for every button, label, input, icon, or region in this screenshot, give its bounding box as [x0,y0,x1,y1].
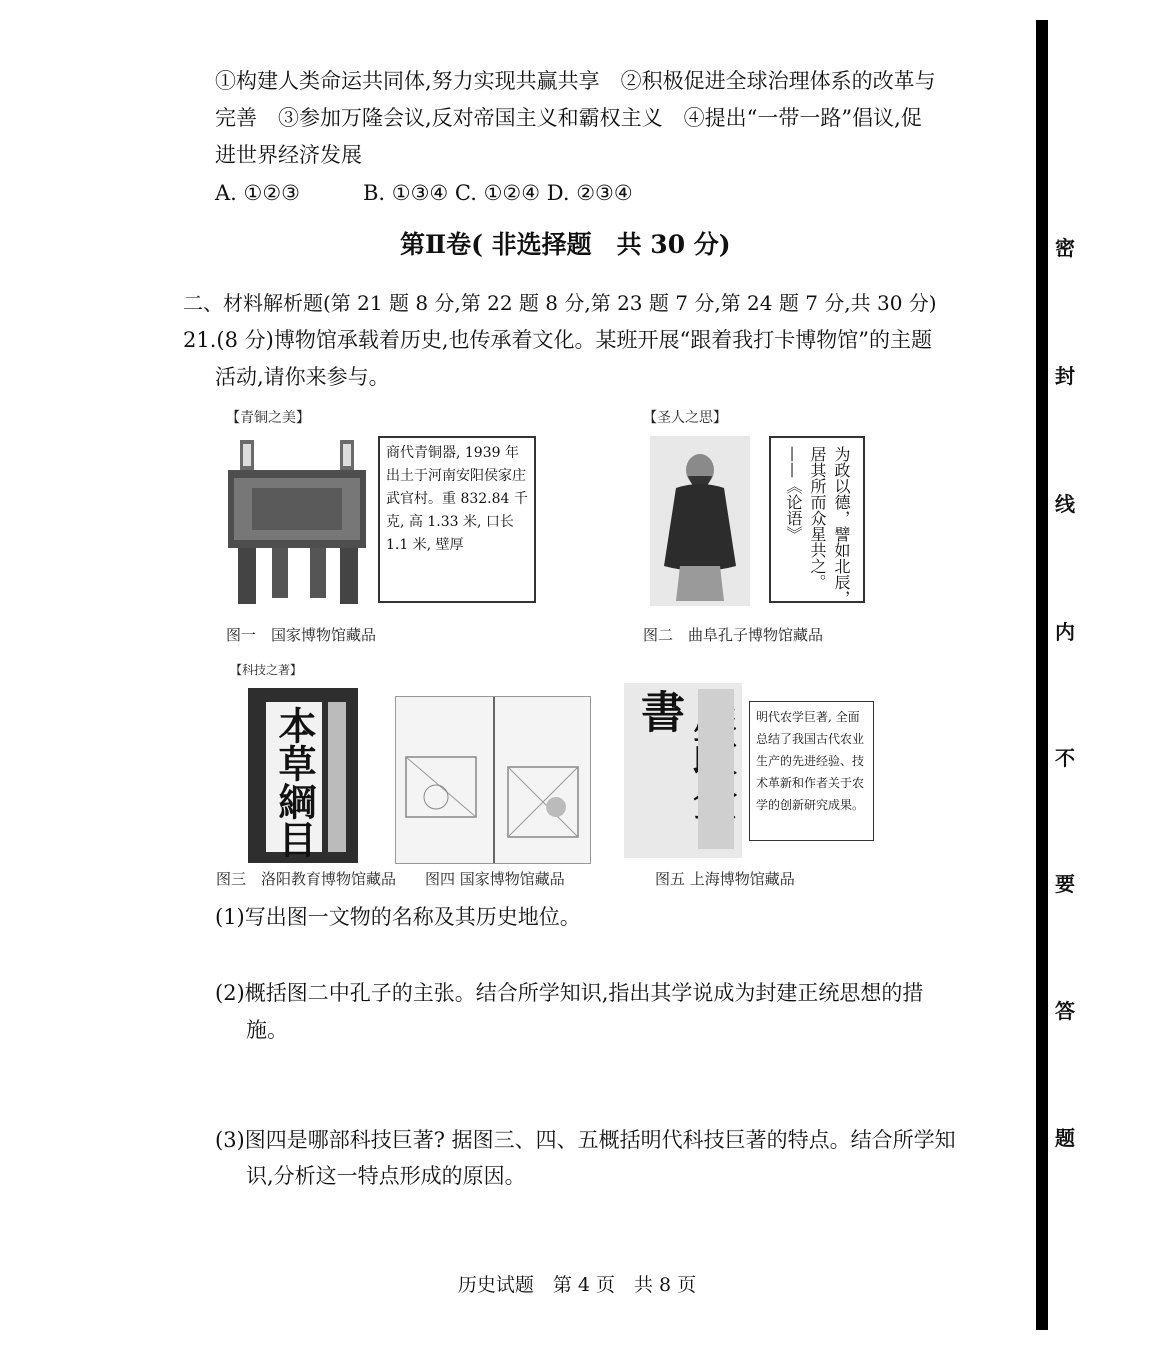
sub-question-1: (1)写出图一文物的名称及其历史地位。 [215,905,581,929]
fig3-caption: 图三 洛阳教育博物馆藏品 [216,870,397,888]
q21-stem-line1: 21.(8 分)博物馆承载着历史,也传承着文化。某班开展“跟着我打卡博物馆”的主题 [183,328,932,352]
sub-question-3-line2: 识,分析这一特点形成的原因。 [246,1164,526,1188]
page-footer: 历史试题 第 4 页 共 8 页 [457,1274,697,1296]
q20-line3: 进世界经济发展 [215,143,362,167]
seal-line-bar [1036,20,1048,1330]
part2-header: 二、材料解析题(第 21 题 8 分,第 22 题 8 分,第 23 题 7 分,第 24 题 7 分,共 30 分) [183,291,937,315]
analects-col2: 居其所而众星共之。 [808,446,827,590]
seal-char-7: 答 [1055,999,1075,1023]
bronze-description-box [378,436,536,603]
seal-char-4: 内 [1055,620,1075,644]
nongzheng-description-box [749,701,874,841]
bronze-ding-image [222,436,372,606]
seal-char-1: 密 [1055,236,1075,260]
fig1-caption: 图一 国家博物馆藏品 [226,626,377,644]
analects-quote-box [769,436,865,606]
section-bronze-label: 【青铜之美】 [226,410,310,426]
seal-char-5: 不 [1055,746,1075,770]
seal-char-2: 封 [1055,364,1075,388]
sub-question-3-line1: (3)图四是哪部科技巨著? 据图三、四、五概括明代科技巨著的特点。结合所学知 [215,1128,956,1152]
q21-stem-line2: 活动,请你来参与。 [215,365,390,389]
analects-col1: 为政以德，譬如北辰， [832,446,851,606]
section-sage-label: 【圣人之思】 [643,410,727,426]
bencao-gangmu-title: 本草綱目 [272,706,317,858]
seal-char-8: 题 [1055,1126,1075,1150]
nongzheng-description-text: 明代农学巨著, 全面总结了我国古代农业生产的先进经验、技术革新和作者关于农学的创新研究成果。 [756,710,865,812]
craft-illustration-image [395,696,591,864]
fig2-caption: 图二 曲阜孔子博物馆藏品 [643,626,824,644]
sub-question-2-line1: (2)概括图二中孔子的主张。结合所学知识,指出其学说成为封建正统思想的措 [215,981,924,1005]
nongzheng-quanshu-cover-image [624,683,742,858]
section-tech-label: 【科技之著】 [230,663,303,677]
q20-line1: ①构建人类命运共同体,努力实现共赢共享 ②积极促进全球治理体系的改革与 [215,69,936,93]
q20-line2: 完善 ③参加万隆会议,反对帝国主义和霸权主义 ④提出“一带一路”倡议,促 [215,106,922,130]
seal-char-3: 线 [1055,492,1075,516]
q20-options: A. ①②③ B. ①③④ C. ①②④ D. ②③④ [215,181,633,205]
section-title: 第Ⅱ卷( 非选择题 共 30 分) [400,230,731,259]
bencao-gangmu-cover-image [248,688,358,863]
sub-question-2-line2: 施。 [246,1018,288,1042]
fig4-caption: 图四 国家博物馆藏品 [425,870,565,888]
nongzheng-quanshu-title: 書 [633,689,684,733]
analects-col3: ——《论语》 [784,446,803,542]
bronze-description-text: 商代青铜器, 1939 年出土于河南安阳侯家庄武官村。重 832.84 千克, 高 1.33 米, 口长 1.1 米, 壁厚 [386,445,528,553]
fig5-caption: 图五 上海博物馆藏品 [655,870,795,888]
confucius-portrait-image [650,436,750,606]
seal-char-6: 要 [1055,872,1075,896]
